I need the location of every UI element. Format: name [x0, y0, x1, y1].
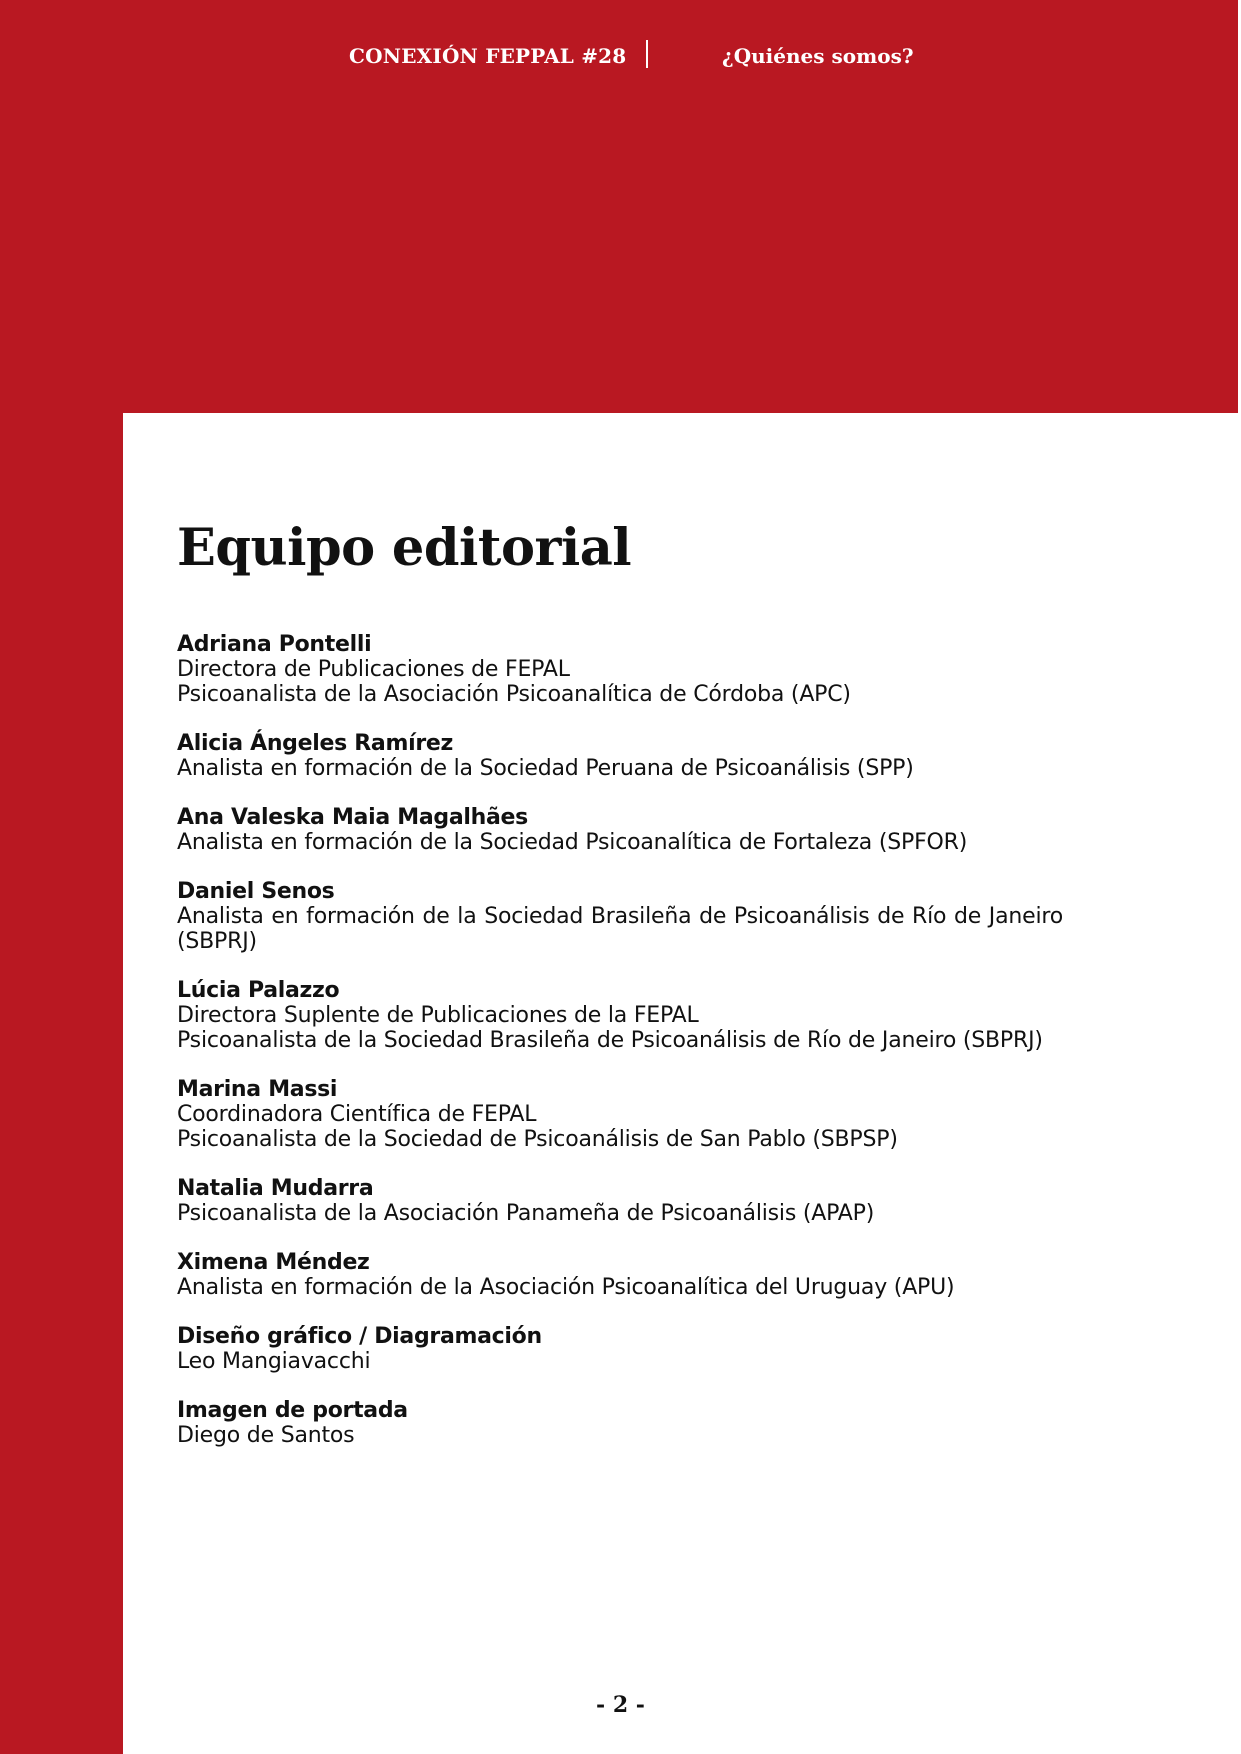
publication-title: CONEXIÓN FEPPAL #28 — [349, 44, 627, 68]
credit-name: Ximena Méndez — [177, 1250, 370, 1275]
credit-role: Psicoanalista de la Sociedad de Psicoanálisis de San Pablo (SBPSP) — [177, 1127, 898, 1152]
page-title: Equipo editorial — [177, 518, 632, 578]
side-band — [0, 413, 123, 1754]
credit-entry — [177, 731, 1063, 781]
credit-role: Leo Mangiavacchi — [177, 1349, 371, 1374]
credit-entry — [177, 1176, 1063, 1226]
credit-entry — [177, 1077, 1063, 1152]
running-header — [0, 44, 1241, 76]
credit-role: Analista en formación de la Sociedad Brasileña de Psicoanálisis de Río de Janeiro (SBPRJ) — [177, 904, 1063, 954]
credit-entry — [177, 805, 1063, 855]
credit-role: Diego de Santos — [177, 1423, 355, 1448]
credit-entry — [177, 879, 1063, 954]
header-separator — [646, 40, 648, 68]
credit-role: Directora de Publicaciones de FEPAL — [177, 657, 570, 682]
credit-role: Coordinadora Científica de FEPAL — [177, 1102, 537, 1127]
credit-name: Adriana Pontelli — [177, 632, 372, 657]
credit-name: Alicia Ángeles Ramírez — [177, 731, 453, 756]
credit-name: Natalia Mudarra — [177, 1176, 374, 1201]
credit-name: Diseño gráfico / Diagramación — [177, 1324, 542, 1349]
credit-name: Daniel Senos — [177, 879, 335, 904]
credits-list — [177, 632, 1063, 1472]
credit-role: Analista en formación de la Sociedad Psicoanalítica de Fortaleza (SPFOR) — [177, 830, 968, 855]
credit-role: Analista en formación de la Asociación Psicoanalítica del Uruguay (APU) — [177, 1275, 955, 1300]
credit-name: Marina Massi — [177, 1077, 338, 1102]
credit-name: Lúcia Palazzo — [177, 978, 340, 1003]
credit-role: Directora Suplente de Publicaciones de la FEPAL — [177, 1003, 699, 1028]
credit-role: Psicoanalista de la Sociedad Brasileña de Psicoanálisis de Río de Janeiro (SBPRJ) — [177, 1028, 1043, 1053]
page-number: - 2 - — [596, 1692, 645, 1718]
credit-role: Psicoanalista de la Asociación Panameña de Psicoanálisis (APAP) — [177, 1201, 875, 1226]
credit-entry — [177, 1324, 1063, 1374]
credit-role: Psicoanalista de la Asociación Psicoanalítica de Córdoba (APC) — [177, 682, 851, 707]
credit-role: Analista en formación de la Sociedad Peruana de Psicoanálisis (SPP) — [177, 756, 914, 781]
credit-entry — [177, 978, 1063, 1053]
section-title: ¿Quiénes somos? — [722, 44, 914, 68]
credit-entry — [177, 1250, 1063, 1300]
credit-entry — [177, 632, 1063, 707]
credit-entry — [177, 1398, 1063, 1448]
credit-name: Imagen de portada — [177, 1398, 408, 1423]
credit-name: Ana Valeska Maia Magalhães — [177, 805, 528, 830]
